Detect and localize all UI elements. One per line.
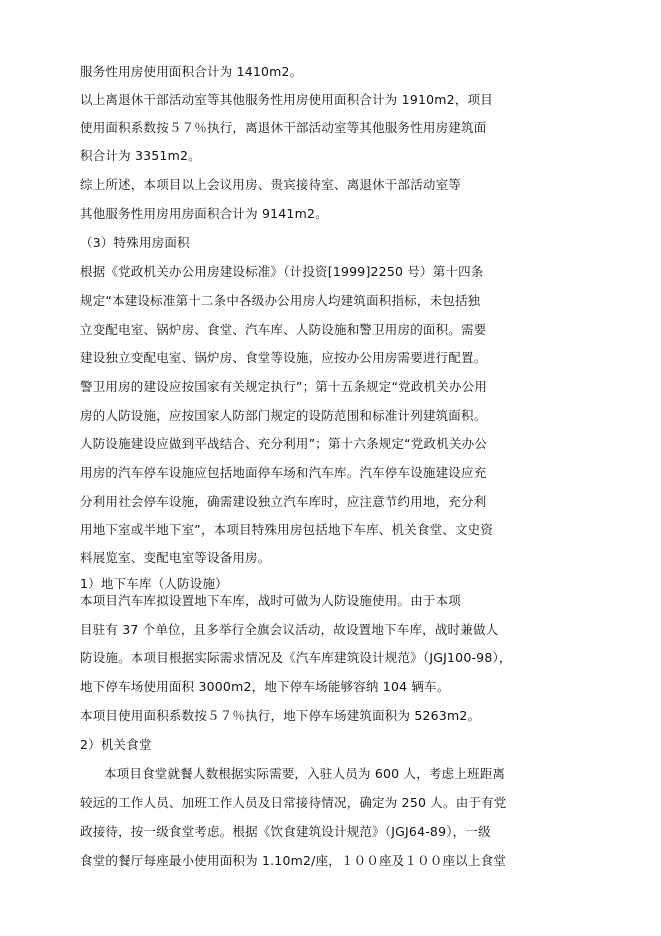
text-line: 根据《党政机关办公用房建设标准》（计投资[1999]2250 号）第十四条 <box>80 264 484 279</box>
text-line: 目驻有 37 个单位，且多举行全旗会议活动，故设置地下车库，战时兼做人 <box>80 622 499 637</box>
text-line: 料展览室、变配电室等设备用房。 <box>80 550 271 565</box>
text-line: 本项目汽车库拟设置地下车库，战时可做为人防设施使用。由于本项 <box>80 593 462 608</box>
text-line: 警卫用房的建设应按国家有关规定执行”；第十五条规定“党政机关办公用 <box>80 379 488 394</box>
text-line: 服务性用房使用面积合计为 1410m2。 <box>80 64 303 79</box>
text-line: 使用面积系数按５７％执行，离退休干部活动室等其他服务性用房建筑面 <box>80 120 487 135</box>
text-line: 人防设施建设应做到平战结合、充分利用”；第十六条规定“党政机关办公 <box>80 436 488 451</box>
text-line: 立变配电室、锅炉房、食堂、汽车库、人防设施和警卫用房的面积。需要 <box>80 322 487 337</box>
text-line: 建设独立变配电室、锅炉房、食堂等设施，应按办公用房需要进行配置。 <box>80 350 487 365</box>
text-line: 其他服务性用房用房面积合计为 9141m2。 <box>80 206 328 221</box>
subsection-heading: 2）机关食堂 <box>80 737 152 752</box>
section-heading: （3）特殊用房面积 <box>80 235 190 250</box>
text-line: 综上所述，本项目以上会议用房、贵宾接待室、离退休干部活动室等 <box>80 177 462 192</box>
text-line: 较远的工作人员、加班工作人员及日常接待情况，确定为 250 人。由于有党 <box>80 795 507 810</box>
text-line: 本项目食堂就餐人数根据实际需要，入驻人员为 600 人，考虑上班距离 <box>104 766 506 781</box>
text-line: 以上离退休干部活动室等其他服务性用房使用面积合计为 1910m2，项目 <box>80 92 493 107</box>
text-line: 防设施。本项目根据实际需求情况及《汽车库建筑设计规范》（JGJ100-98）， <box>80 650 512 665</box>
text-line: 规定“本建设标准第十二条中各级办公用房人均建筑面积指标，未包括独 <box>80 293 481 308</box>
text-line: 地下停车场使用面积 3000m2，地下停车场能够容纳 104 辆车。 <box>80 679 450 694</box>
subsection-heading: 1）地下车库（人防设施） <box>80 576 228 591</box>
text-line: 食堂的餐厅每座最小使用面积为 1.10m2/座，１００座及１００座以上食堂 <box>80 853 507 868</box>
text-line: 积合计为 3351m2。 <box>80 148 201 163</box>
text-line: 政接待，按一级食堂考虑。根据《饮食建筑设计规范》（JGJ64-89），一级 <box>80 824 491 839</box>
text-line: 分利用社会停车设施，确需建设独立汽车库时，应注意节约用地，充分利 <box>80 494 487 509</box>
text-line: 用房的汽车停车设施应包括地面停车场和汽车库。汽车停车设施建设应充 <box>80 465 487 480</box>
text-line: 用地下室或半地下室”，本项目特殊用房包括地下车库、机关食堂、文史资 <box>80 522 494 537</box>
text-line: 房的人防设施，应按国家人防部门规定的设防范围和标准计列建筑面积。 <box>80 408 487 423</box>
text-line: 本项目使用面积系数按５７％执行，地下停车场建筑面积为 5263m2。 <box>80 708 481 723</box>
